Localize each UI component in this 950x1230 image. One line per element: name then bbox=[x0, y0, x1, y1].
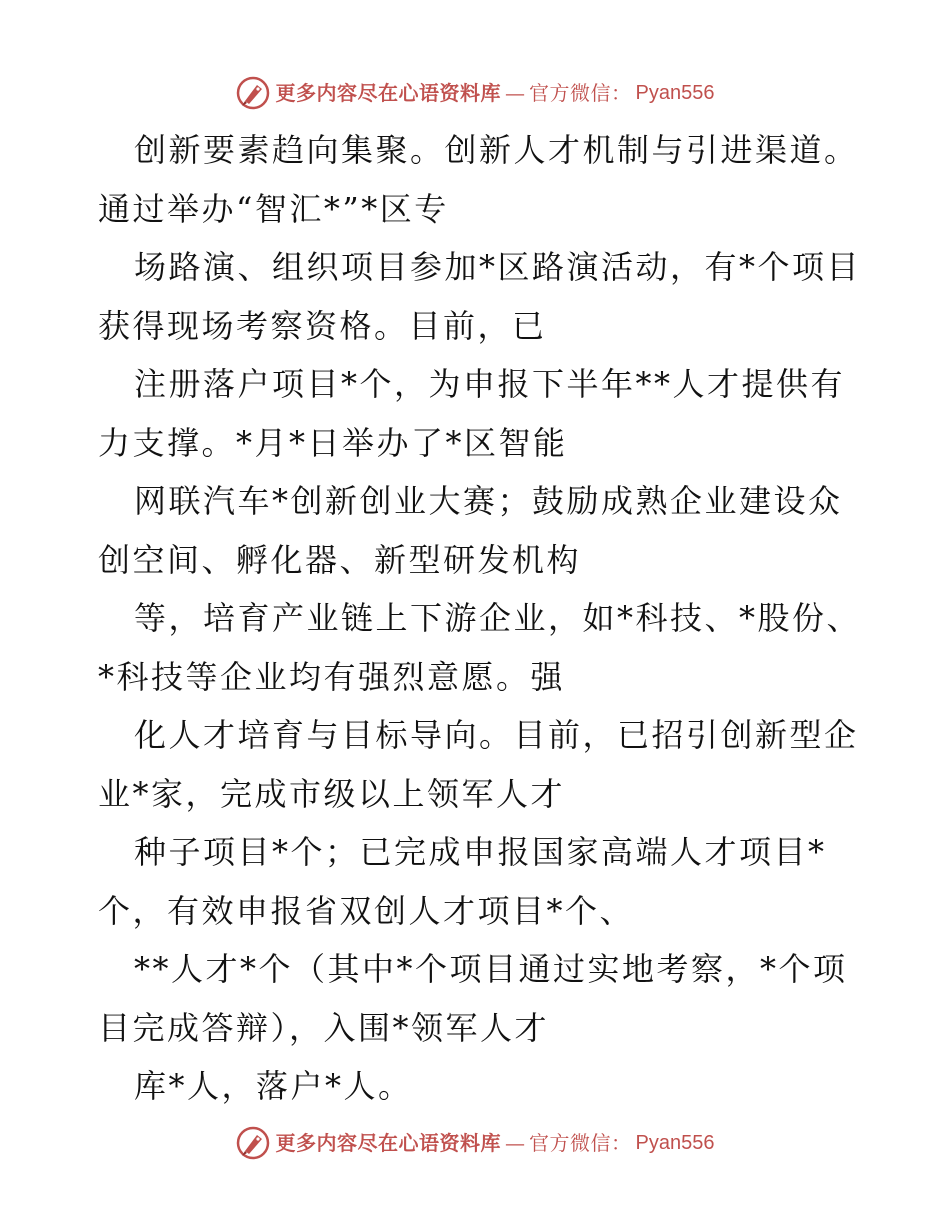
body-line: 创新要素趋向集聚。创新人才机制与引进渠道。 bbox=[134, 131, 859, 169]
body-line: 化人才培育与目标导向。目前，已招引创新型企 bbox=[134, 716, 859, 754]
body-line: 注册落户项目*个，为申报下半年**人才提供有 bbox=[134, 365, 846, 403]
footer-watermark bbox=[0, 1126, 950, 1160]
body-line: 通过举办“智汇*”*区专 bbox=[98, 189, 449, 228]
body-line: 网联汽车*创新创业大赛；鼓励成熟企业建设众 bbox=[134, 482, 843, 520]
footer-dash: — bbox=[505, 1131, 526, 1155]
header-wechat-label: 官方微信： bbox=[529, 81, 632, 105]
header-dash: — bbox=[505, 81, 526, 105]
body-line: 场路演、组织项目参加*区路演活动，有*个项目 bbox=[134, 248, 862, 286]
document-body bbox=[98, 121, 868, 1116]
body-line: *科技等企业均有强烈意愿。强 bbox=[98, 657, 566, 696]
body-line: **人才*个（其中*个项目通过实地考察，*个项 bbox=[134, 950, 848, 988]
fountain-pen-logo-icon bbox=[236, 1126, 270, 1160]
body-line: 力支撑。*月*日举办了*区智能 bbox=[98, 423, 568, 462]
body-line: 库*人，落户*人。 bbox=[134, 1067, 413, 1105]
fountain-pen-logo-icon bbox=[236, 76, 270, 110]
footer-wechat-id: Pyan556 bbox=[635, 1132, 715, 1154]
body-line: 种子项目*个；已完成申报国家高端人才项目* bbox=[134, 833, 827, 871]
footer-wechat-label: 官方微信： bbox=[529, 1131, 632, 1155]
body-line: 创空间、孵化器、新型研发机构 bbox=[98, 540, 582, 579]
body-line: 目完成答辩），入围*领军人才 bbox=[98, 1008, 550, 1047]
body-line: 等，培育产业链上下游企业，如*科技、*股份、 bbox=[134, 599, 862, 637]
body-line: 业*家，完成市级以上领军人才 bbox=[98, 774, 566, 813]
body-line: 个，有效申报省双创人才项目*个、 bbox=[98, 891, 635, 930]
header-wechat-id: Pyan556 bbox=[635, 82, 715, 104]
footer-site-name: 更多内容尽在心语资料库 bbox=[275, 1131, 502, 1155]
header-site-name: 更多内容尽在心语资料库 bbox=[275, 81, 502, 105]
body-line: 获得现场考察资格。目前，已 bbox=[98, 306, 547, 345]
header-watermark bbox=[0, 76, 950, 110]
